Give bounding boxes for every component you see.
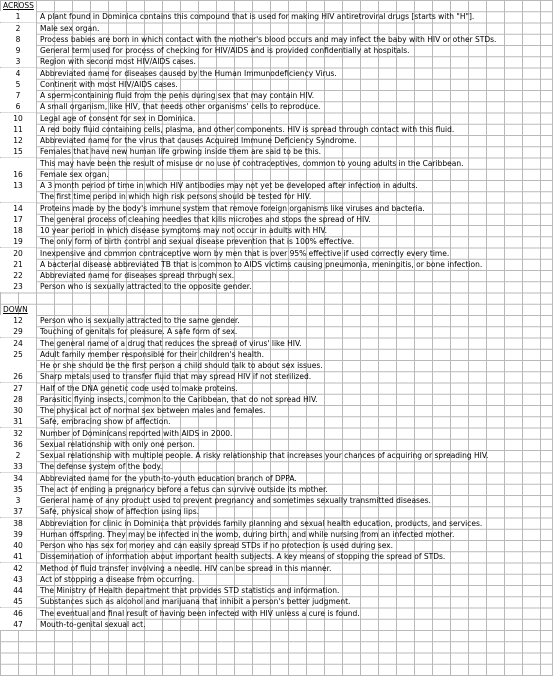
clue-text: Human offspring. They may be infected in the womb, during birth, and while nursing from an infected mother.	[40, 529, 455, 539]
clue-number: 28	[0, 394, 37, 405]
down-clue-row	[0, 360, 552, 371]
down-clue-row	[0, 585, 552, 596]
clue-number: 42	[0, 563, 37, 574]
clue-number: 11	[0, 124, 37, 135]
clue-text: Legal age of consent for sex in Dominica.	[40, 113, 196, 123]
down-clue-row	[0, 518, 552, 529]
down-clue-row	[0, 394, 552, 405]
clue-text: Region with second most HIV/AIDS cases.	[40, 57, 196, 67]
across-clue-row	[0, 101, 552, 112]
clue-number: 29	[0, 326, 37, 337]
clue-text: Sexual relationship with only one person.	[40, 439, 195, 449]
down-clue-row	[0, 551, 552, 562]
down-clue-row	[0, 416, 552, 427]
clue-text: Abbreviated name for diseases caused by the Human Immunodeficiency Virus.	[40, 68, 337, 78]
clue-text: Method of fluid transfer involving a needle. HIV can be spread in this manner.	[40, 563, 332, 573]
clue-number: 6	[0, 101, 37, 112]
across-clue-row	[0, 124, 552, 135]
down-clue-row	[0, 349, 552, 360]
clue-number: 46	[0, 608, 37, 619]
clue-text: Abbreviated name for the virus that causes Acquired Immune Deficiency Syndrome.	[40, 136, 357, 145]
clue-number: 43	[0, 574, 37, 585]
clue-text: Abbreviated name for diseases spread through sex.	[40, 271, 235, 280]
down-clue-row	[0, 495, 552, 506]
across-clue-row	[0, 23, 552, 34]
clue-text: Inexpensive and common contraceptive worn by men that is over 95% effective if used correctly every time.	[40, 248, 450, 258]
down-clue-row	[0, 439, 552, 450]
clue-text: Safe, embracing show of affection.	[40, 417, 171, 427]
clue-number: 1	[0, 11, 37, 22]
clue-text: Sharp metals used to transfer fluid that may spread HIV if not sterilized.	[40, 372, 312, 382]
clue-text: The physical act of normal sex between males and females.	[40, 406, 266, 415]
across-heading: ACROSS	[3, 1, 34, 10]
clue-number: 14	[0, 203, 37, 214]
across-clue-row	[0, 248, 552, 259]
clue-text: Person who has sex for money and can easily spread STDs if no protection is used during sex.	[40, 541, 394, 550]
down-clue-row	[0, 383, 552, 394]
clue-text: Continent with most HIV/AIDS cases.	[40, 79, 178, 89]
clue-text: Female sex organ.	[40, 169, 109, 179]
clue-number: 4	[0, 68, 37, 79]
clue-number: 12	[0, 135, 37, 146]
across-clue-row	[0, 180, 552, 191]
clue-text: Male sex organ.	[40, 23, 100, 33]
clue-text: The eventual and final result of having been infected with HIV unless a cure is found.	[40, 608, 360, 618]
clue-text: Safe, physical show of affection using lips.	[40, 507, 200, 517]
clue-text: The general name of a drug that reduces the spread of virus' like HIV.	[40, 338, 302, 348]
down-clue-row	[0, 596, 552, 607]
across-clue-row	[0, 214, 552, 225]
clue-text: Half of the DNA genetic code used to make proteins.	[40, 383, 238, 393]
clue-text: Adult family member responsible for their children's health.	[40, 349, 265, 359]
clue-number: 5	[0, 79, 37, 90]
clue-text: Abbreviation for clinic in Dominica that provides family planning and sexual health education, products, and services.	[40, 518, 483, 528]
across-clue-row	[0, 236, 552, 247]
down-heading: DOWN	[3, 304, 28, 314]
clue-text: Act of stopping a disease from occurring.	[40, 574, 195, 584]
across-clue-row	[0, 259, 552, 270]
across-clue-row	[0, 11, 552, 22]
down-clue-row	[0, 506, 552, 517]
clue-number: 10	[0, 113, 37, 124]
clue-text: General name of any product used to prevent pregnancy and sometimes sexually transmitted diseases.	[40, 496, 431, 505]
across-clue-row	[0, 203, 552, 214]
clue-text: A 3 month period of time in which HIV antibodies may not yet be developed after infection in adults.	[40, 181, 418, 190]
clue-number	[0, 191, 37, 202]
across-clue-row	[0, 191, 552, 202]
down-clue-row	[0, 371, 552, 382]
clue-number: 21	[0, 259, 37, 270]
across-clue-row	[0, 169, 552, 180]
clue-number: 13	[0, 180, 37, 191]
clue-number: 24	[0, 338, 37, 349]
down-clue-row	[0, 574, 552, 585]
clue-text: Touching of genitals for pleasure. A safe form of sex.	[40, 327, 238, 337]
down-clue-row	[0, 619, 552, 630]
clue-text: He or she should be the first person a child should talk to about sex issues.	[40, 361, 323, 370]
down-heading-row	[0, 304, 552, 315]
across-clue-row	[0, 113, 552, 124]
down-clue-row	[0, 405, 552, 416]
clue-text: A small organism, like HIV, that needs other organisms' cells to reproduce.	[40, 102, 321, 112]
clue-text: The defense system of the body.	[40, 462, 163, 472]
across-clue-row	[0, 34, 552, 45]
clue-text: A plant found in Dominica contains this compound that is used for making HIV antiretroviral drugs [starts with "H"].	[40, 12, 475, 22]
across-heading-row	[0, 0, 552, 11]
across-clue-row	[0, 90, 552, 101]
down-clue-row	[0, 540, 552, 551]
clue-text: Process babies are born in which contact with the mother's blood occurs and may infect the baby with HIV or other STDs.	[40, 34, 497, 44]
clue-text: Parasitic flying insects, common to the Caribbean, that do not spread HIV.	[40, 394, 318, 404]
clue-text: The Ministry of Health department that provides STD statistics and information.	[40, 586, 340, 595]
clue-text: Females that have new human life growing inside them are said to be this.	[40, 147, 322, 157]
clue-number: 33	[0, 461, 37, 472]
clue-text: The general process of cleaning needles that kills microbes and stops the spread of HIV.	[40, 214, 371, 224]
clue-text: Proteins made by the body's immune system that remove foreign organisms like viruses and bacteria.	[40, 203, 425, 213]
clue-text: This may have been the result of misuse or no use of contraceptives, common to young adults in the Caribbean.	[40, 158, 464, 168]
across-clue-row	[0, 45, 552, 56]
down-clue-row	[0, 608, 552, 619]
clue-number: 25	[0, 349, 37, 360]
down-clue-row	[0, 338, 552, 349]
clue-number: 39	[0, 529, 37, 540]
clue-text: A bacterial disease abbreviated TB that is common to AIDS victims causing pneumonia, meningitis, or bone infection.	[40, 259, 483, 269]
across-clue-row	[0, 68, 552, 79]
clue-number: 3	[0, 495, 37, 506]
clue-number: 7	[0, 90, 37, 101]
clue-number: 32	[0, 428, 37, 439]
clue-number: 3	[0, 56, 37, 67]
down-clue-row	[0, 461, 552, 472]
clue-number: 36	[0, 439, 37, 450]
clue-number: 30	[0, 405, 37, 416]
across-clue-row	[0, 158, 552, 169]
clue-number: 22	[0, 270, 37, 281]
clue-number	[0, 158, 37, 169]
clue-text: Person who is sexually attracted to the same gender.	[40, 316, 240, 325]
clue-number: 20	[0, 248, 37, 259]
clue-number: 23	[0, 281, 37, 292]
clue-number: 19	[0, 236, 37, 247]
across-clue-row	[0, 146, 552, 157]
clue-number: 47	[0, 619, 37, 630]
clue-text: Abbreviated name for the youth-to-youth education branch of DPPA.	[40, 473, 297, 483]
clue-number: 17	[0, 214, 37, 225]
clue-text: The first time period in which high risk persons should be tested for HIV.	[40, 192, 312, 202]
down-clue-row	[0, 450, 552, 461]
across-clue-row	[0, 135, 552, 146]
clue-number: 31	[0, 416, 37, 427]
clue-number: 9	[0, 45, 37, 56]
clue-text: A sperm-containing fluid from the penis during sex that may contain HIV.	[40, 91, 315, 100]
clue-number: 37	[0, 506, 37, 517]
clue-number: 35	[0, 484, 37, 495]
clue-text: The act of ending a pregnancy before a fetus can survive outside its mother.	[40, 484, 328, 494]
clue-number: 38	[0, 518, 37, 529]
down-clue-row	[0, 326, 552, 337]
clue-number: 18	[0, 225, 37, 236]
clue-number: 41	[0, 551, 37, 562]
clue-number: 16	[0, 169, 37, 180]
down-clue-row	[0, 315, 552, 326]
clue-text: Sexual relationship with multiple people. A risky relationship that increases your chances of acquiring or spreading HIV.	[40, 451, 489, 460]
across-clue-row	[0, 281, 552, 292]
clue-number: 40	[0, 540, 37, 551]
across-clue-row	[0, 270, 552, 281]
clue-text: Substances such as alcohol and marijuana that inhibit a person's better judgment.	[40, 597, 351, 607]
clue-number: 27	[0, 383, 37, 394]
clue-number: 26	[0, 371, 37, 382]
down-clue-row	[0, 529, 552, 540]
clue-number: 15	[0, 146, 37, 157]
across-clue-row	[0, 79, 552, 90]
clue-number: 8	[0, 34, 37, 45]
down-clue-row	[0, 473, 552, 484]
clue-text: Person who is sexually attracted to the opposite gender.	[40, 282, 252, 292]
clue-number: 44	[0, 585, 37, 596]
clue-text: Dissemination of information about important health subjects. A key means of stopping the spread of STDs.	[40, 552, 446, 562]
down-clue-row	[0, 484, 552, 495]
down-clue-row	[0, 428, 552, 439]
clue-number	[0, 360, 37, 371]
clue-number: 2	[0, 450, 37, 461]
clue-text: Number of Dominicans reported with AIDS in 2000.	[40, 428, 233, 438]
clue-number: 2	[0, 23, 37, 34]
clue-text: A red body fluid containing cells, plasma, and other components. HIV is spread through contact with this fluid.	[40, 124, 455, 134]
clue-number: 34	[0, 473, 37, 484]
across-clue-row	[0, 56, 552, 67]
down-clue-row	[0, 563, 552, 574]
clue-text: 10 year period in which disease symptoms may not occur in adults with HIV.	[40, 226, 327, 235]
clue-text: The only form of birth control and sexual disease prevention that is 100% effective.	[40, 237, 355, 247]
clue-text: General term used for process of checking for HIV/AIDS and is provided confidentially at hospitals.	[40, 46, 410, 55]
clue-number: 12	[0, 315, 37, 326]
across-clue-row	[0, 225, 552, 236]
clue-text: Mouth-to-genital sexual act.	[40, 619, 146, 629]
clue-number: 45	[0, 596, 37, 607]
